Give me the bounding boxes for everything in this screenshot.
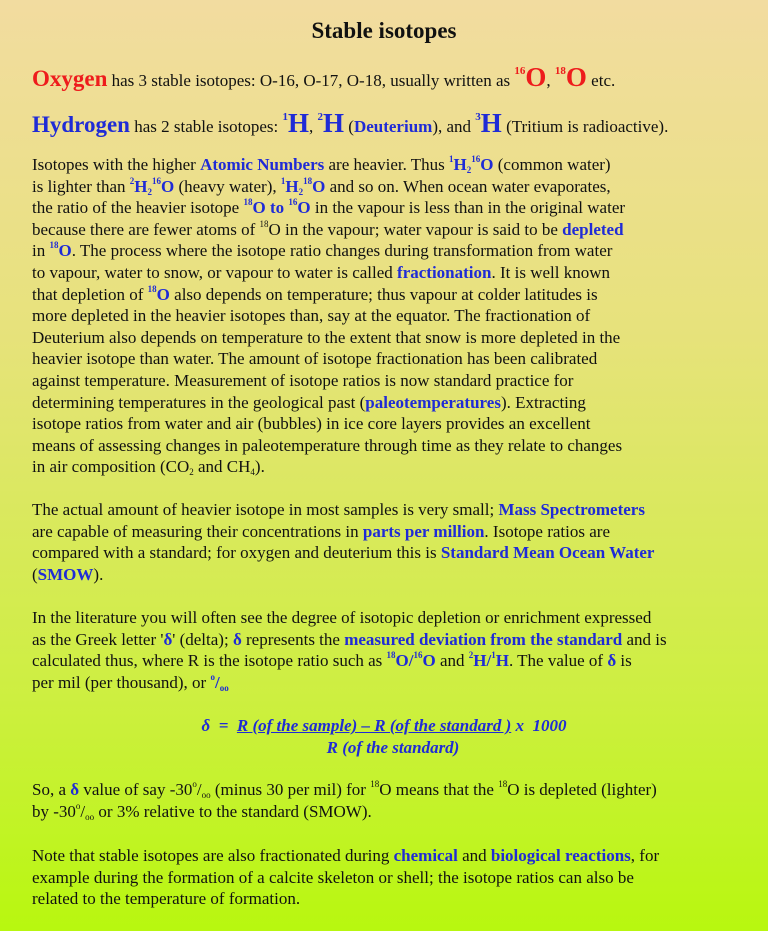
- text-line: that depletion of $^{18}$O also depends on temperature; thus vapour at colder latitudes is: [32, 283, 598, 304]
- text-line: heavier isotope than water. The amount of isotope fractionation has been calibrated: [32, 349, 598, 369]
- text-line: to vapour, water to snow, or vapour to water is called fractionation. It is well known: [32, 262, 610, 282]
- paragraph-delta: [32, 607, 762, 693]
- text-line: In the literature you will often see the degree of isotopic depletion or enrichment expressed: [32, 608, 652, 627]
- text-line: Note that stable isotopes are also fractionated during chemical and biological reactions, for: [32, 846, 660, 865]
- text-line: in air composition ($CO_2$ and $CH_4$).: [32, 457, 265, 478]
- text-line: The actual amount of heavier isotope in most samples is very small; Mass Spectrometers: [32, 500, 645, 519]
- hydrogen-heading: Hydrogen: [32, 112, 130, 137]
- oxygen-heading: Oxygen: [32, 66, 108, 91]
- text-line: determining temperatures in the geological past (paleotemperatures). Extracting: [32, 392, 586, 412]
- text-line: the ratio of the heavier isotope $^{18}$O to $^{16}$O in the vapour is less than in the original water: [32, 197, 626, 218]
- text-line: So, a δ value of say $-30^o/_{oo}$ (minus 30 per mil) for $^{18}$O means that the $^{18}$O is depleted (lighter): [32, 779, 657, 800]
- hydrogen-line: Hydrogen has 2 stable isotopes: $^1$H, $^2$H (Deuterium), and $^3$H (Tritium is radioactive).: [32, 108, 669, 138]
- text-line: Deuterium also depends on temperature to the extent that snow is more depleted in the: [32, 327, 621, 347]
- text-line: because there are fewer atoms of $^{18}$O in the vapour; water vapour is said to be depleted: [32, 218, 624, 239]
- text-line: per mil (per thousand), or $^o/_{oo}$: [32, 671, 229, 693]
- delta-formula-numerator: δ = R (of the sample) – R (of the standard ) x 1000: [201, 716, 567, 735]
- paragraph-isotopes: [32, 154, 762, 478]
- text-line: isotope ratios from water and air (bubbles) in ice core layers provides an excellent: [32, 414, 591, 434]
- delta-formula-denominator: R (of the standard): [326, 738, 460, 757]
- text-line: (SMOW).: [32, 564, 104, 584]
- oxygen-line: Oxygen has 3 stable isotopes: O-16, O-17, O-18, usually written as $^{16}$O, $^{18}$O etc.: [32, 62, 616, 92]
- text-line: calculated thus, where R is the isotope ratio such as $^{18}$O/$^{16}$O and $^2$H/$^1$H. The value of δ is: [32, 650, 632, 671]
- text-line: related to the temperature of formation.: [32, 889, 301, 909]
- text-line: in $^{18}$O. The process where the isotope ratio changes during transformation from water: [32, 240, 613, 261]
- paragraph-biological: [32, 845, 762, 910]
- text-line: against temperature. Measurement of isotope ratios is now standard practice for: [32, 370, 574, 390]
- paragraph-mass-spectrometers: [32, 499, 762, 585]
- text-line: by $-30^o/_{oo}$ or 3% relative to the standard (SMOW).: [32, 800, 372, 822]
- text-line: is lighter than $^2H_2^{16}O$ (heavy water), $^1H_2^{18}O$ and so on. When ocean water evaporates,: [32, 175, 611, 197]
- text-line: are capable of measuring their concentrations in parts per million. Isotope ratios are: [32, 521, 610, 541]
- text-line: as the Greek letter 'δ' (delta); δ represents the measured deviation from the standard and is: [32, 629, 667, 649]
- text-line: compared with a standard; for oxygen and deuterium this is Standard Mean Ocean Water: [32, 543, 655, 563]
- page-title: Stable isotopes: [311, 18, 457, 43]
- text-line: more depleted in the heavier isotopes than, say at the equator. The fractionation of: [32, 306, 591, 326]
- text-line: Isotopes with the higher Atomic Numbers are heavier. Thus $^1H_2^{16}O$ (common water): [32, 154, 611, 175]
- text-line: example during the formation of a calcite skeleton or shell; the isotope ratios can also be: [32, 867, 634, 887]
- paragraph-example: [32, 779, 762, 822]
- text-line: means of assessing changes in paleotemperature through time as they relate to changes: [32, 435, 623, 455]
